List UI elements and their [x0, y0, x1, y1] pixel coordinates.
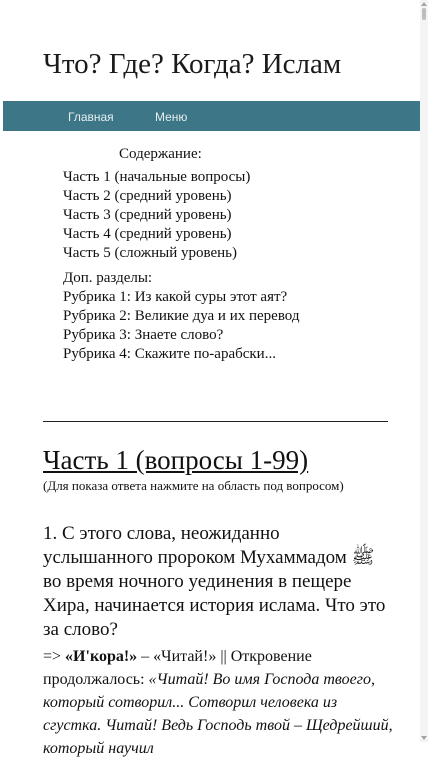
answer-arrow: => — [43, 648, 66, 665]
rubric-link-4[interactable]: Рубрика 4: Скажите по-арабски... — [63, 346, 276, 362]
toc-list — [63, 168, 250, 263]
vertical-scrollbar[interactable] — [420, 0, 428, 742]
nav-link-home[interactable]: Главная — [68, 110, 114, 124]
toc-link-part-4[interactable]: Часть 4 (средний уровень) — [63, 226, 232, 242]
answer-translation: – «Читай!» || Откровение продолжалось: — [43, 648, 312, 688]
toc-link-part-5[interactable]: Часть 5 (сложный уровень) — [63, 245, 237, 261]
question-text: 1. С этого слова, неожиданно услышанного пророком Мухаммадом ﷺ во время ночного уединения в пещере Хира, начинается история ислама. Что это за слово? — [43, 523, 386, 640]
scroll-thumb[interactable] — [422, 8, 426, 20]
part-title: Часть 1 (вопросы 1-99) — [43, 445, 309, 475]
answer-quote: «Читай! Во имя Господа твоего, который сотворил... Сотворил человека из сгустка. Читай! Ведь Господь твой – Щедрейший, который научил — [43, 671, 393, 757]
section-divider — [43, 421, 388, 422]
extra-sections-list — [63, 288, 300, 364]
site-title: Что? Где? Когда? Ислам — [43, 48, 342, 80]
toc-link-part-2[interactable]: Часть 2 (средний уровень) — [63, 188, 232, 204]
rubric-link-3[interactable]: Рубрика 3: Знаете слово? — [63, 327, 224, 343]
toc-heading: Содержание: — [119, 146, 202, 162]
toc-link-part-3[interactable]: Часть 3 (средний уровень) — [63, 207, 232, 223]
rubric-link-2[interactable]: Рубрика 2: Великие дуа и их перевод — [63, 308, 300, 324]
nav-bar — [3, 101, 420, 131]
answer-word: «И'кора!» — [65, 648, 138, 665]
scroll-up-arrow-icon[interactable] — [421, 2, 427, 6]
extra-sections-heading: Доп. разделы: — [63, 270, 153, 286]
answer-area[interactable] — [43, 645, 393, 760]
rubric-link-1[interactable]: Рубрика 1: Из какой суры этот аят? — [63, 289, 288, 305]
scroll-down-arrow-icon[interactable] — [421, 736, 427, 740]
toc-link-part-1[interactable]: Часть 1 (начальные вопросы) — [63, 169, 251, 185]
nav-link-menu[interactable]: Меню — [155, 110, 188, 124]
part-hint: (Для показа ответа нажмите на область под вопросом) — [43, 478, 344, 493]
